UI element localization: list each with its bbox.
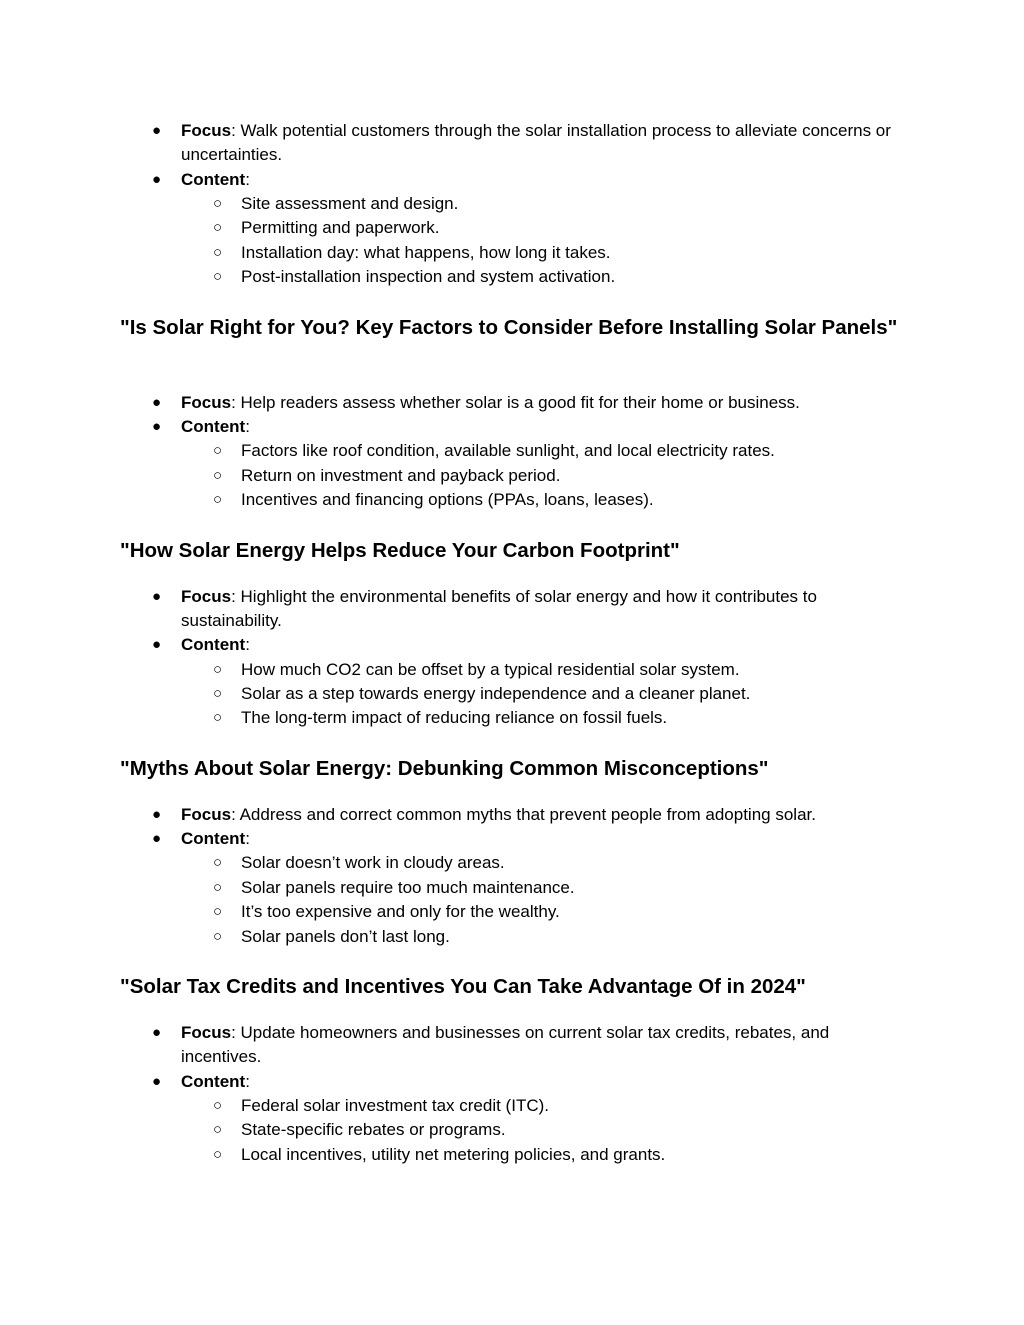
- content-colon: :: [245, 1072, 250, 1091]
- list-item: State-specific rebates or programs.: [241, 1120, 506, 1139]
- list-item: Return on investment and payback period.: [241, 466, 561, 485]
- focus-label: Focus: [181, 587, 232, 606]
- sub-bullet: ○: [213, 1097, 223, 1114]
- content-colon: :: [245, 417, 250, 436]
- list-item: How much CO2 can be offset by a typical residential solar system.: [241, 660, 740, 679]
- list-item: Factors like roof condition, available sunlight, and local electricity rates.: [241, 441, 775, 460]
- content-item: [181, 1070, 896, 1094]
- sub-bullet: ○: [213, 661, 223, 678]
- focus-item: [181, 1021, 896, 1070]
- focus-text: : Help readers assess whether solar is a good fit for their home or business.: [231, 393, 800, 412]
- list-item: Solar as a step towards energy independence and a cleaner planet.: [241, 684, 751, 703]
- content-colon: :: [245, 829, 250, 848]
- sub-bullet: ○: [213, 244, 223, 261]
- sub-bullet: ○: [213, 709, 223, 726]
- sub-bullet: ○: [213, 879, 223, 896]
- sub-bullet: ○: [213, 467, 223, 484]
- bullet: ●: [152, 806, 162, 823]
- sub-bullet: ○: [213, 1146, 223, 1163]
- focus-label: Focus: [181, 121, 232, 140]
- content-colon: :: [245, 170, 250, 189]
- focus-label: Focus: [181, 393, 232, 412]
- bullet: ●: [152, 1073, 162, 1090]
- sub-bullet: ○: [213, 928, 223, 945]
- sub-bullet: ○: [213, 442, 223, 459]
- sub-bullet: ○: [213, 685, 223, 702]
- focus-label: Focus: [181, 805, 232, 824]
- list-item: It’s too expensive and only for the wealthy.: [241, 902, 560, 921]
- bullet: ●: [152, 588, 162, 605]
- focus-text: : Walk potential customers through the solar installation process to alleviate concerns or uncertainties.: [181, 121, 891, 165]
- bullet: ●: [152, 830, 162, 847]
- bullet: ●: [152, 394, 162, 411]
- sub-bullet: ○: [213, 219, 223, 236]
- list-item: Site assessment and design.: [241, 194, 459, 213]
- bullet: ●: [152, 636, 162, 653]
- focus-item: [181, 391, 896, 415]
- content-item: [181, 415, 896, 439]
- content-label: Content: [181, 635, 246, 654]
- sub-bullet: ○: [213, 903, 223, 920]
- focus-label: Focus: [181, 1023, 232, 1042]
- focus-item: [181, 803, 896, 827]
- focus-text: : Highlight the environmental benefits of solar energy and how it contributes to sustainability.: [181, 587, 817, 631]
- list-item: Solar panels don’t last long.: [241, 927, 450, 946]
- list-item: Permitting and paperwork.: [241, 218, 440, 237]
- content-label: Content: [181, 1072, 246, 1091]
- list-item: Solar panels require too much maintenance.: [241, 878, 575, 897]
- section-heading: "Is Solar Right for You? Key Factors to Consider Before Installing Solar Panels": [120, 316, 898, 339]
- list-item: Post-installation inspection and system activation.: [241, 267, 616, 286]
- bullet: ●: [152, 1024, 162, 1041]
- list-item: Local incentives, utility net metering policies, and grants.: [241, 1145, 666, 1164]
- focus-text: : Update homeowners and businesses on current solar tax credits, rebates, and incentives.: [181, 1023, 830, 1067]
- sub-bullet: ○: [213, 1121, 223, 1138]
- content-label: Content: [181, 829, 246, 848]
- list-item: Solar doesn’t work in cloudy areas.: [241, 853, 505, 872]
- content-item: [181, 633, 896, 657]
- focus-text: : Address and correct common myths that prevent people from adopting solar.: [231, 805, 816, 824]
- list-item: The long-term impact of reducing reliance on fossil fuels.: [241, 708, 668, 727]
- focus-item: [181, 119, 896, 168]
- section-heading: "Solar Tax Credits and Incentives You Can Take Advantage Of in 2024": [120, 975, 806, 998]
- list-item: Incentives and financing options (PPAs, loans, leases).: [241, 490, 654, 509]
- content-item: [181, 827, 896, 851]
- content-item: [181, 168, 896, 192]
- section-heading: "How Solar Energy Helps Reduce Your Carbon Footprint": [120, 539, 680, 562]
- content-colon: :: [245, 635, 250, 654]
- bullet: ●: [152, 122, 162, 139]
- bullet: ●: [152, 418, 162, 435]
- list-item: Federal solar investment tax credit (ITC).: [241, 1096, 549, 1115]
- sub-bullet: ○: [213, 268, 223, 285]
- list-item: Installation day: what happens, how long it takes.: [241, 243, 611, 262]
- content-label: Content: [181, 417, 246, 436]
- content-label: Content: [181, 170, 246, 189]
- focus-item: [181, 585, 896, 634]
- bullet: ●: [152, 171, 162, 188]
- sub-bullet: ○: [213, 195, 223, 212]
- section-heading: "Myths About Solar Energy: Debunking Common Misconceptions": [120, 757, 769, 780]
- sub-bullet: ○: [213, 854, 223, 871]
- sub-bullet: ○: [213, 491, 223, 508]
